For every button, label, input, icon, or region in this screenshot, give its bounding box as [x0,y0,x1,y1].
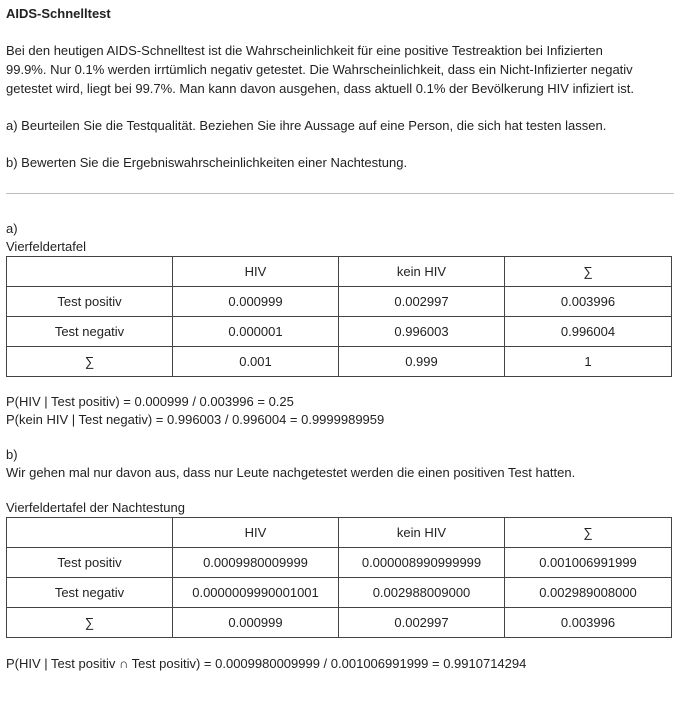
result-b: P(HIV | Test positiv ∩ Test positiv) = 0.0009980009999 / 0.001006991999 = 0.9910714294 [6,656,527,671]
result-a-2: P(kein HIV | Test negativ) = 0.996003 / 0.996004 = 0.9999989959 [6,412,385,427]
table-row [7,578,672,608]
table-cell: 0.996004 [505,317,672,347]
table-a [6,256,672,377]
table-cell: 0.999 [339,347,505,377]
part-b-label: b) [6,447,18,462]
table-cell: 0.002997 [339,608,505,638]
table-a-caption: Vierfeldertafel [6,239,86,254]
intro-line-3: getestet wird, liegt bei 99.7%. Man kann davon ausgehen, dass aktuell 0.1% der Bevölkerung HIV infiziert ist. [6,81,634,96]
table-header-cell: HIV [173,518,339,548]
table-row-label: ∑ [7,347,173,377]
table-cell: 0.002997 [339,287,505,317]
part-b-text: Wir gehen mal nur davon aus, dass nur Leute nachgetestet werden die einen positiven Test hatten. [6,465,576,480]
table-cell: 0.000001 [173,317,339,347]
table-row [7,347,672,377]
table-row [7,608,672,638]
table-row [7,287,672,317]
table-header-cell: ∑ [505,518,672,548]
table-header-cell: kein HIV [339,518,505,548]
table-row-label: Test negativ [7,578,173,608]
task-a: a) Beurteilen Sie die Testqualität. Beziehen Sie ihre Aussage auf eine Person, die sich hat testen lassen. [6,118,607,133]
table-header-cell: HIV [173,257,339,287]
table-cell: 0.0009980009999 [173,548,339,578]
document-title: AIDS-Schnelltest [6,6,111,21]
table-b-caption: Vierfeldertafel der Nachtestung [6,500,185,515]
table-cell [7,257,173,287]
table-row-label: Test positiv [7,287,173,317]
section-divider [6,193,674,194]
table-row [7,518,672,548]
table-cell: 0.003996 [505,287,672,317]
table-cell [7,518,173,548]
table-row-label: Test negativ [7,317,173,347]
table-row-label: Test positiv [7,548,173,578]
table-b [6,517,672,638]
table-row [7,317,672,347]
part-a-label: a) [6,221,18,236]
table-header-cell: ∑ [505,257,672,287]
table-cell: 1 [505,347,672,377]
table-header-cell: kein HIV [339,257,505,287]
intro-line-1: Bei den heutigen AIDS-Schnelltest ist die Wahrscheinlichkeit für eine positive Testreaktion bei Infizierten [6,43,603,58]
table-cell: 0.002989008000 [505,578,672,608]
table-cell: 0.003996 [505,608,672,638]
table-row [7,548,672,578]
table-cell: 0.002988009000 [339,578,505,608]
table-row [7,257,672,287]
task-b: b) Bewerten Sie die Ergebniswahrscheinlichkeiten einer Nachtestung. [6,155,408,170]
table-cell: 0.000008990999999 [339,548,505,578]
intro-line-2: 99.9%. Nur 0.1% werden irrtümlich negativ getestet. Die Wahrscheinlichkeit, dass ein Nicht-Infizierter negativ [6,62,633,77]
table-cell: 0.996003 [339,317,505,347]
result-a-1: P(HIV | Test positiv) = 0.000999 / 0.003996 = 0.25 [6,394,294,409]
table-cell: 0.001006991999 [505,548,672,578]
table-cell: 0.000999 [173,608,339,638]
table-cell: 0.0000009990001001 [173,578,339,608]
table-cell: 0.000999 [173,287,339,317]
table-row-label: ∑ [7,608,173,638]
table-cell: 0.001 [173,347,339,377]
